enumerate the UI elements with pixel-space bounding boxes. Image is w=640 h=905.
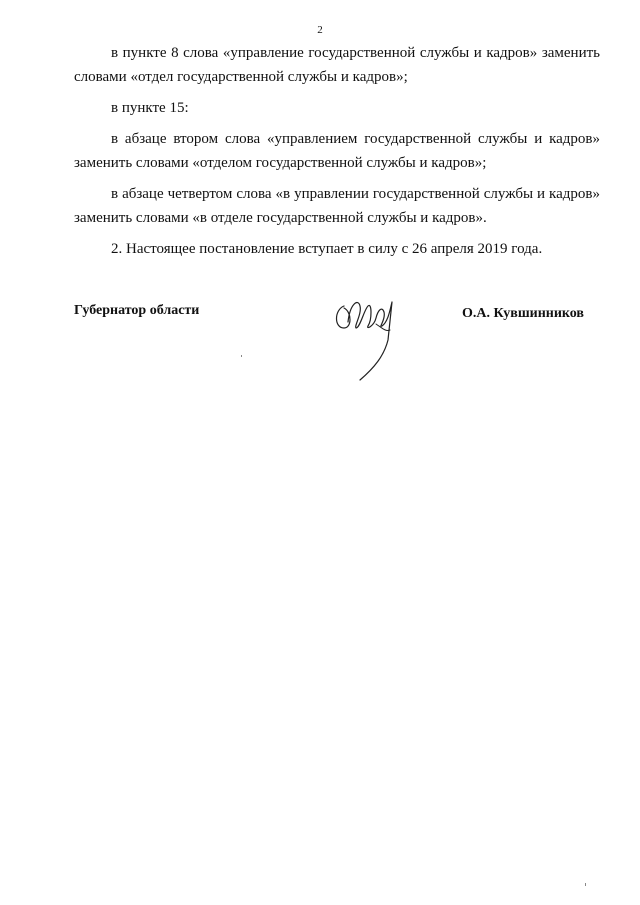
- document-body: [74, 41, 600, 268]
- paragraph-abzac-4: в абзаце четвертом слова «в управлении государственной службы и кадров» заменить словами «в отделе государственной службы и кадров».: [74, 186, 600, 226]
- paragraph-item-8: в пункте 8 слова «управление государственной службы и кадров» заменить словами «отдел государственной службы и кадров»;: [74, 45, 600, 85]
- signature-block: [74, 300, 600, 400]
- page-number: 2: [317, 24, 323, 36]
- handwritten-signature: [330, 284, 410, 384]
- signatory-name: О.А. Кувшинников: [461, 306, 584, 321]
- scan-mark: [585, 883, 586, 886]
- signatory-position: Губернатор области: [74, 303, 200, 318]
- paragraph-effective-date: 2. Настоящее постановление вступает в силу с 26 апреля 2019 года.: [111, 241, 543, 257]
- scan-mark: [241, 355, 242, 357]
- paragraph-item-15: в пункте 15:: [111, 100, 189, 116]
- paragraph-abzac-2: в абзаце втором слова «управлением государственной службы и кадров» заменить словами «отделом государственной службы и кадров»;: [74, 131, 600, 171]
